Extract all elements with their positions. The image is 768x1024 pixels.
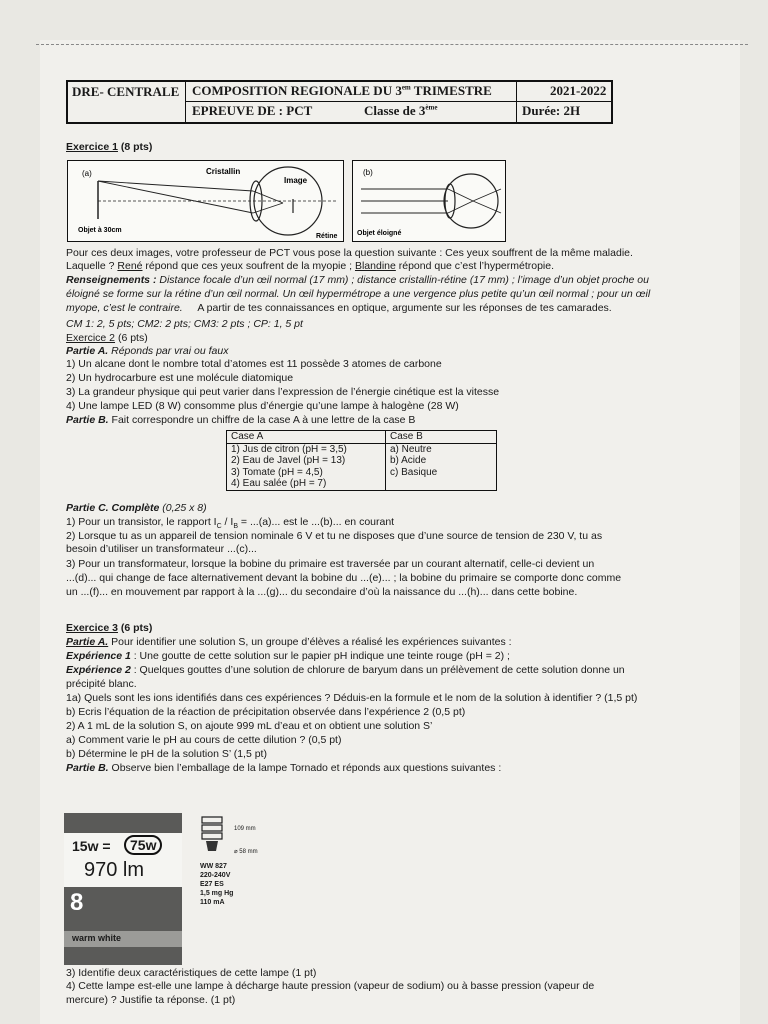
header-classe: Classe de 3ème <box>364 103 438 118</box>
ex2-a3: 3) La grandeur physique qui peut varier dans l’expression de l’énergie cinétique est la vitesse <box>66 386 500 398</box>
ex2-c3: 3) Pour un transformateur, lorsque la bobine du primaire est traversée par un courant alternatif, celle-ci devient un <box>66 558 595 570</box>
ex2-title: Exercice 2 (6 pts) <box>66 332 148 344</box>
ex3-q1a: 1a) Quels sont les ions identifiés dans ces expériences ? Déduis-en la formule et le nom de la solution à identifier ? (1,5 pt) <box>66 692 638 704</box>
fig-a-retine: Rétine <box>316 233 338 240</box>
ex1-barem: CM 1: 2, 5 pts; CM2: 2 pts; CM3: 2 pts ; CP: 1, 5 pt <box>66 318 303 330</box>
ex1-line1: Pour ces deux images, votre professeur de PCT vous pose la question suivante : Ces yeux souffrent de la même maladie. <box>66 247 633 259</box>
ex3-q2b: b) Détermine le pH de la solution S’ (1,5 pt) <box>66 748 267 760</box>
lamp-packaging <box>64 813 182 965</box>
lamp-power: 15w = <box>72 838 111 854</box>
ex3-q4b: mercure) ? Justifie ta réponse. (1 pt) <box>66 994 236 1006</box>
ex2-partA: Partie A. Réponds par vrai ou faux <box>66 345 229 357</box>
ex3-q2a: a) Comment varie le pH au cours de cette dilution ? (0,5 pt) <box>66 734 342 746</box>
lamp-years: 8 <box>70 889 84 916</box>
case-b-item: a) Neutre <box>390 443 432 455</box>
fig-a-cristallin: Cristallin <box>206 167 241 176</box>
ex2-c2: 2) Lorsque tu as un appareil de tension nominale 6 V et tu ne disposes que d’une source de tension de 230 V, tu as <box>66 530 603 542</box>
ex3-exp2b: précipité blanc. <box>66 678 137 690</box>
exam-header-table <box>66 80 613 124</box>
eye-diagram-a <box>68 161 343 241</box>
header-duree: Durée: 2H <box>522 103 581 118</box>
ex2-c1: 1) Pour un transistor, le rapport $I_C / I_B = ...(a)$... est le ...(b)... en courant <box>66 516 395 531</box>
eye-diagram-b <box>353 161 505 241</box>
header-dre: DRE- CENTRALE <box>72 84 180 99</box>
case-a-item: 3) Tomate (pH = 4,5) <box>231 466 323 478</box>
header-year: 2021-2022 <box>550 83 607 98</box>
ex1-renseignements: Renseignements : Distance focale d’un œil normal (17 mm) ; distance cristallin-rétine (17 mm) ; l’image d’un objet proche ou <box>66 274 649 286</box>
ex1-line5: myope, c’est le contraire. A partir de tes connaissances en optique, argumente sur les réponses de tes camarades. <box>66 302 612 314</box>
fig-b-label: (b) <box>363 168 373 177</box>
fig-b-objet: Objet éloigné <box>357 230 402 237</box>
ex3-q3: 3) Identifie deux caractéristiques de cette lampe (1 pt) <box>66 967 317 979</box>
lamp-equivalent: 75w <box>124 835 162 855</box>
ex3-q2: 2) A 1 mL de la solution S, on ajoute 999 mL d’eau et on obtient une solution S’ <box>66 720 433 732</box>
case-b-header: Case B <box>386 431 497 444</box>
case-b-list <box>386 443 497 490</box>
ex2-a1: 1) Un alcane dont le nombre total d’atomes est 11 possède 3 atomes de carbone <box>66 358 442 370</box>
case-a-item: 2) Eau de Javel (pH = 13) <box>231 455 346 466</box>
ex2-c3c: un ...(f)... en mouvement par rapport à la ...(g)... du secondaire d’où la naissance du ...(h)... dans cette bobine. <box>66 586 578 598</box>
top-dashed-line <box>36 44 748 45</box>
ex2-c2b: besoin d’utiliser un transformateur ...(c)... <box>66 543 257 555</box>
bulb-icon <box>192 815 232 857</box>
lamp-spec: 110 mA <box>200 899 225 906</box>
lamp-diameter: ⌀ 58 mm <box>234 849 258 855</box>
case-a-item: 4) Eau salée (pH = 7) <box>231 478 327 489</box>
case-a-item: 1) Jus de citron (pH = 3,5) <box>231 443 347 455</box>
lamp-color: warm white <box>72 933 122 943</box>
lamp-spec: 220-240V <box>200 872 231 879</box>
eye-figure-a <box>67 160 344 242</box>
ex1-line4: éloigné se forme sur la rétine d’un œil normal. Un œil hypermétrope a une vergence plus petite qu’un œil normal ; pour un œil <box>66 288 651 300</box>
lamp-spec: WW 827 <box>200 863 227 870</box>
ex3-title: Exercice 3 (6 pts) <box>66 622 153 634</box>
fig-a-objet: Objet à 30cm <box>78 227 122 234</box>
ex3-partB: Partie B. Observe bien l’emballage de la lampe Tornado et réponds aux questions suivantes : <box>66 762 502 774</box>
match-table <box>226 430 497 491</box>
ex1-line2: Laquelle ? René répond que ces yeux soufrent de la myopie ; Blandine répond que c’est l’hypermétropie. <box>66 260 555 272</box>
fig-a-image: Image <box>284 176 308 185</box>
ex2-partC: Partie C. Complète (0,25 x 8) <box>66 502 207 514</box>
lamp-spec: E27 ES <box>200 881 224 888</box>
case-a-header: Case A <box>227 431 386 444</box>
ex2-partB: Partie B. Fait correspondre un chiffre de la case A à une lettre de la case B <box>66 414 416 426</box>
header-epreuve: EPREUVE DE : PCT <box>192 103 313 118</box>
ex3-q4: 4) Cette lampe est-elle une lampe à décharge haute pression (vapeur de sodium) ou à basse pression (vapeur de <box>66 980 595 992</box>
lamp-lumen: 970 lm <box>84 859 145 881</box>
lamp-spec: 1,5 mg Hg <box>200 890 234 897</box>
case-b-item: b) Acide <box>390 455 427 466</box>
lamp-height: 109 mm <box>234 826 256 832</box>
ex3-exp1: Expérience 1 : Une goutte de cette solution sur le papier pH indique une teinte rouge (pH = 2) ; <box>66 650 510 662</box>
ex3-exp2: Expérience 2 : Quelques gouttes d’une solution de chlorure de baryum dans un prélèvement de cette solution donne un <box>66 664 625 676</box>
ex1-title: Exercice 1 (8 pts) <box>66 141 153 153</box>
header-composition: COMPOSITION REGIONALE DU $3^{em}$ TRIMESTRE <box>192 83 492 98</box>
ex2-a4: 4) Une lampe LED (8 W) consomme plus d’énergie qu’une lampe à halogène (28 W) <box>66 400 459 412</box>
eye-figure-b <box>352 160 506 242</box>
ex3-q1b: b) Ecris l’équation de la réaction de précipitation observée dans l’expérience 2 (0,5 pt) <box>66 706 466 718</box>
case-a-list <box>227 443 386 490</box>
ex2-a2: 2) Un hydrocarbure est une molécule diatomique <box>66 372 294 384</box>
ex2-c3b: ...(d)... qui change de face alternativement devant la bobine du ...(e)... ; la bobine du primaire se comporte donc comme <box>66 572 622 584</box>
case-b-item: c) Basique <box>390 466 438 478</box>
ex3-partA: Partie A. Pour identifier une solution S, un groupe d’élèves a réalisé les expériences suivantes : <box>66 636 512 648</box>
fig-a-label: (a) <box>82 169 92 178</box>
lamp-specs <box>200 862 233 907</box>
